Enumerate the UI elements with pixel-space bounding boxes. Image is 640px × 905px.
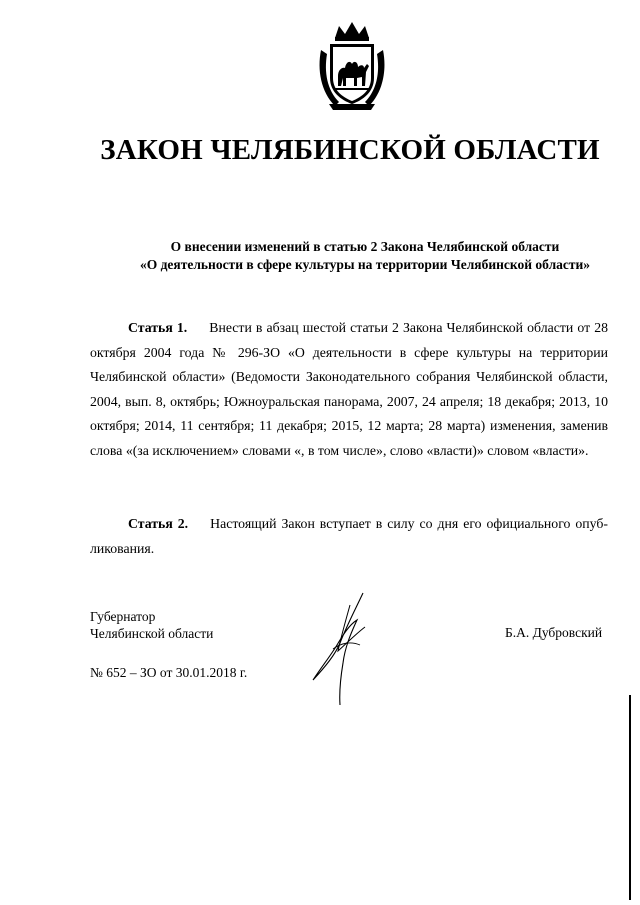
signatory-name: Б.А. Дубровский xyxy=(505,625,603,640)
handwritten-signature xyxy=(305,585,380,710)
document-subtitle xyxy=(0,238,640,274)
scan-edge-line xyxy=(629,695,631,900)
signatory-title-line-1: Губернатор xyxy=(90,609,156,624)
law-number: № 652 – ЗО от 30.01.2018 г. xyxy=(90,665,248,680)
signatory-title-line-2: Челябинской области xyxy=(90,626,214,641)
coat-of-arms-emblem xyxy=(315,20,389,112)
article-2 xyxy=(90,512,608,561)
article-1-text: Внести в абзац шестой статьи 2 Закона Челябинской области от 28 октября 2004 года № 296-ЗО «О деятельности в сфере культуры на территории Челябинской области» (Ведомости Законодательного собрания Челябинской области, 2004, вып. 8, октябрь; Южноуральская панорама, 2007, 24 апреля; 18 декабря; 2013, 10 октября; 2014, 11 сентября; 11 декабря; 2015, 12 марта; 28 марта) изменения, заменив слова «(за исключением» словами «, в том числе», слово «власти)» словом «власти». xyxy=(90,320,608,458)
article-1 xyxy=(90,316,608,463)
subtitle-line-2: «О деятельности в сфере культуры на территории Челябинской области» xyxy=(139,257,591,272)
article-2-heading: Статья 2. xyxy=(128,516,189,531)
article-2-text: Настоящий Закон вступает в силу со дня его официального опуб-ликования. xyxy=(90,516,608,556)
subtitle-line-1: О внесении изменений в статью 2 Закона Челябинской области xyxy=(170,239,560,254)
signatory-title xyxy=(90,608,213,642)
article-1-heading: Статья 1. xyxy=(128,320,188,335)
document-title: ЗАКОН ЧЕЛЯБИНСКОЙ ОБЛАСТИ xyxy=(100,134,600,166)
